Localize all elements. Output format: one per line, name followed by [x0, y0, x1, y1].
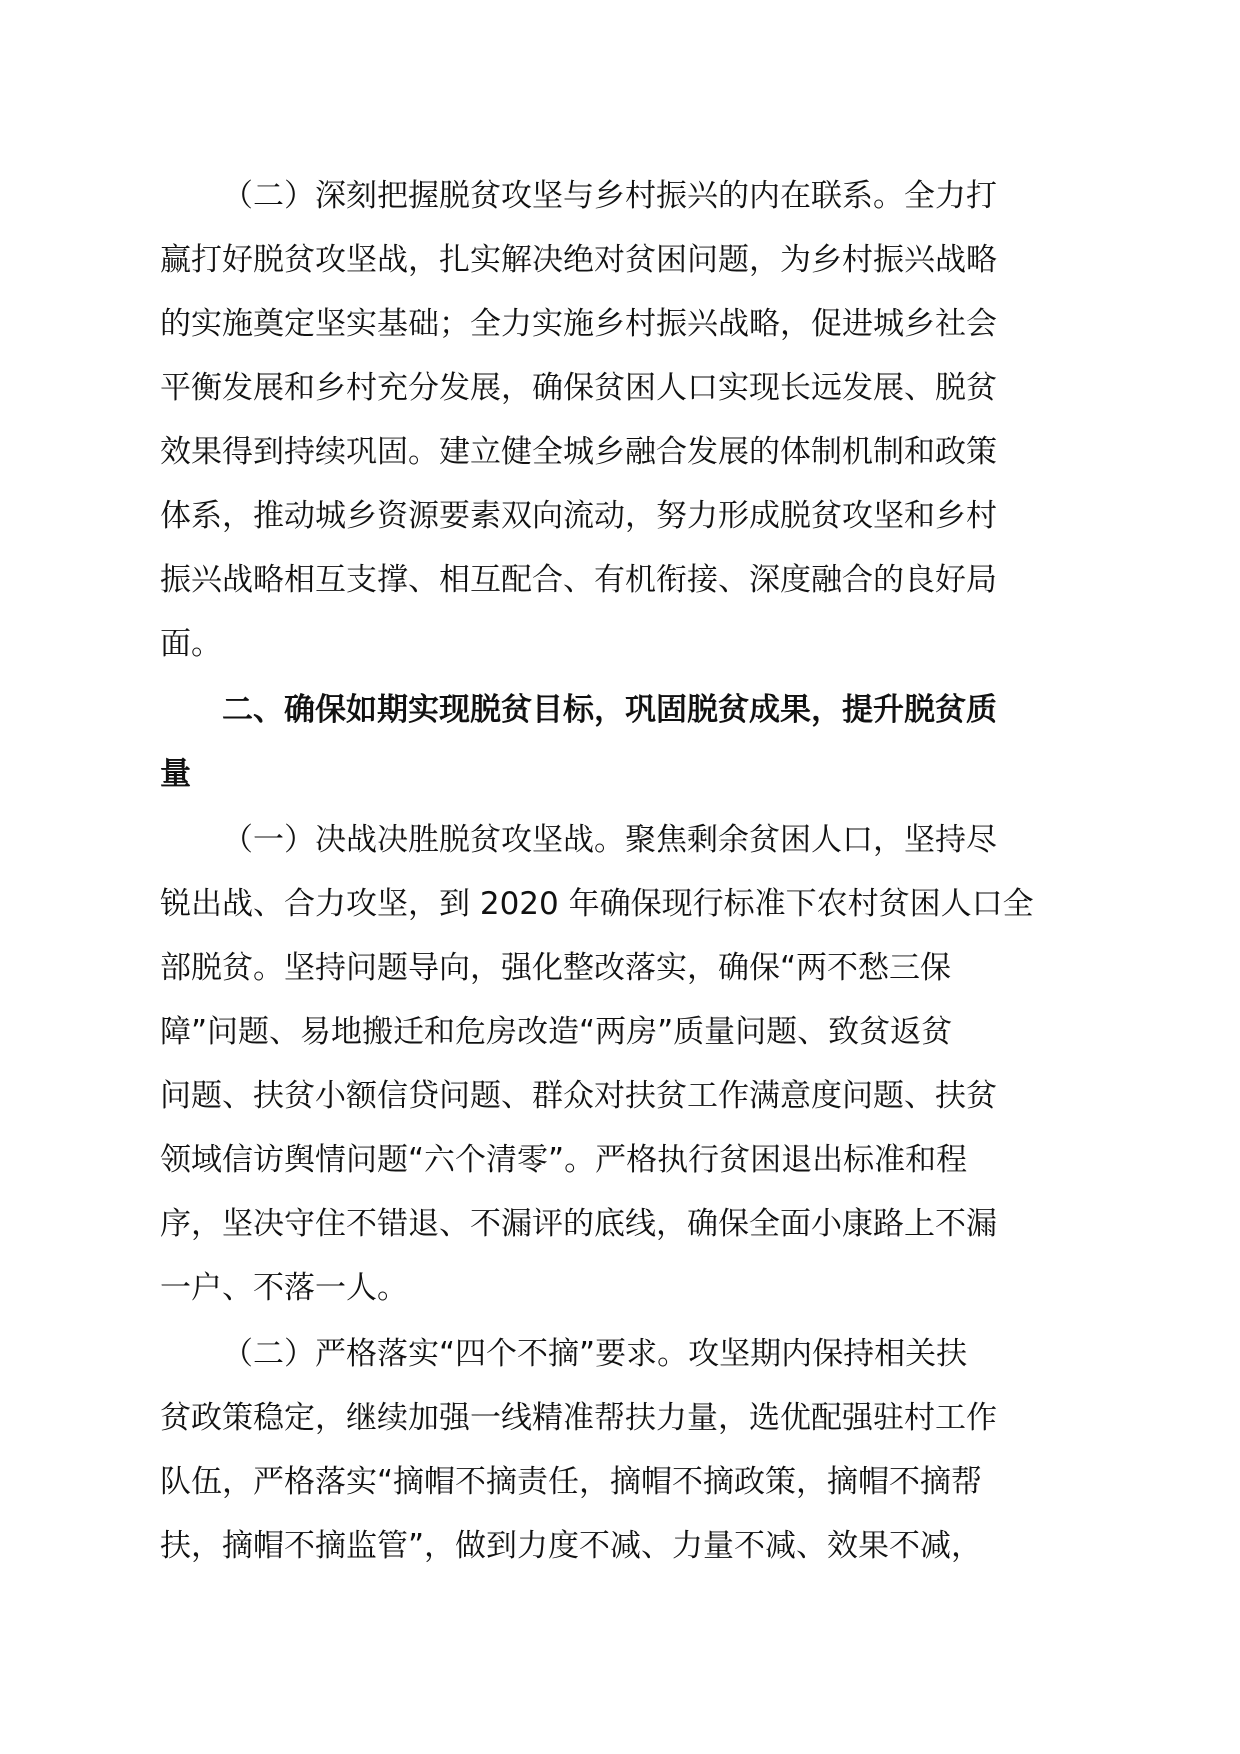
- para-2-line-2: 锐出战、合力攻坚，到 2020 年确保现行标准下农村贫困人口全: [160, 886, 1034, 922]
- para-2-line-6: 领域信访舆情问题“六个清零”。严格执行贫困退出标准和程: [160, 1142, 968, 1178]
- section-heading-line-2: 量: [160, 756, 191, 792]
- para-2-line-4: 障”问题、易地搬迁和危房改造“两房”质量问题、致贫返贫: [160, 1014, 953, 1050]
- para-1-line-3: 的实施奠定坚实基础；全力实施乡村振兴战略，促进城乡社会: [160, 306, 997, 342]
- para-3-line-1: （二）严格落实“四个不摘”要求。攻坚期内保持相关扶: [222, 1336, 968, 1372]
- para-1-line-5: 效果得到持续巩固。建立健全城乡融合发展的体制机制和政策: [160, 434, 997, 470]
- para-1-line-6: 体系，推动城乡资源要素双向流动，努力形成脱贫攻坚和乡村: [160, 498, 997, 534]
- para-1-line-4: 平衡发展和乡村充分发展，确保贫困人口实现长远发展、脱贫: [160, 370, 997, 406]
- para-2-line-5: 问题、扶贫小额信贷问题、群众对扶贫工作满意度问题、扶贫: [160, 1078, 997, 1114]
- para-2-line-7: 序，坚决守住不错退、不漏评的底线，确保全面小康路上不漏: [160, 1206, 997, 1242]
- para-2-line-8: 一户、不落一人。: [160, 1270, 408, 1306]
- para-1-line-8: 面。: [160, 626, 222, 662]
- para-1-line-2: 赢打好脱贫攻坚战，扎实解决绝对贫困问题，为乡村振兴战略: [160, 242, 997, 278]
- para-2-line-3: 部脱贫。坚持问题导向，强化整改落实，确保“两不愁三保: [160, 950, 952, 986]
- para-3-line-2: 贫政策稳定，继续加强一线精准帮扶力量，选优配强驻村工作: [160, 1400, 997, 1436]
- para-2-line-1: （一）决战决胜脱贫攻坚战。聚焦剩余贫困人口，坚持尽: [222, 822, 997, 858]
- para-1-line-1: （二）深刻把握脱贫攻坚与乡村振兴的内在联系。全力打: [222, 178, 997, 214]
- para-3-line-4: 扶，摘帽不摘监管”，做到力度不减、力量不减、效果不减，: [160, 1528, 983, 1564]
- para-1-line-7: 振兴战略相互支撑、相互配合、有机衔接、深度融合的良好局: [160, 562, 997, 598]
- section-heading-line-1: 二、确保如期实现脱贫目标，巩固脱贫成果，提升脱贫质: [222, 692, 997, 728]
- para-3-line-3: 队伍，严格落实“摘帽不摘责任，摘帽不摘政策，摘帽不摘帮: [160, 1464, 983, 1500]
